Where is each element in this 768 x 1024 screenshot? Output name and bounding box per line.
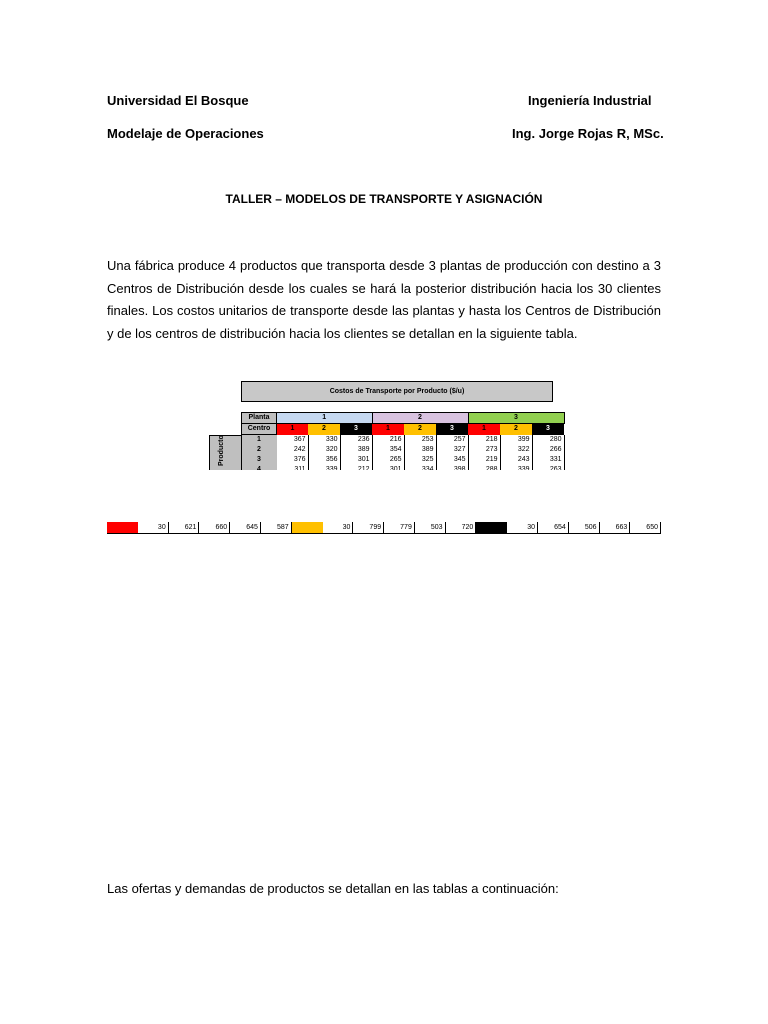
client-cost-strip <box>107 522 661 534</box>
strip-value: 779 <box>384 522 415 533</box>
cost-cell: 242 <box>277 445 309 455</box>
strip-value: 645 <box>230 522 261 533</box>
plant-1-header: 1 <box>277 413 373 424</box>
cost-row <box>242 445 565 455</box>
center-color-swatch <box>107 522 138 533</box>
cost-cell: 253 <box>404 435 436 446</box>
plant-2-header: 2 <box>372 413 468 424</box>
cost-cell: 320 <box>308 445 340 455</box>
center-color-swatch <box>292 522 323 533</box>
cost-cell: 327 <box>436 445 468 455</box>
table-cutoff <box>200 470 600 480</box>
strip-value: 30 <box>138 522 169 533</box>
cost-cell: 218 <box>468 435 500 446</box>
center-header: 2 <box>308 424 340 435</box>
center-header: 1 <box>372 424 404 435</box>
cost-cell: 389 <box>404 445 436 455</box>
strip-value: 506 <box>569 522 600 533</box>
center-color-swatch <box>476 522 507 533</box>
intro-paragraph: Una fábrica produce 4 productos que transporta desde 3 plantas de producción con destino a 3 Centros de Distribución desde los cuales se hará la posterior distribución hacia los 30 clientes finales. Los costos unitarios de transporte desde las plantas y hasta los Centros de Distribución y de los centros de distribución hacia los clientes se detallan en la siguiente tabla. <box>107 258 661 341</box>
center-header: 3 <box>436 424 468 435</box>
strip-value: 587 <box>261 522 292 533</box>
strip-value: 621 <box>169 522 200 533</box>
center-header: 2 <box>500 424 532 435</box>
cost-cell: 376 <box>277 455 309 465</box>
cost-cell: 322 <box>500 445 532 455</box>
strip-value: 654 <box>538 522 569 533</box>
cost-cell: 216 <box>372 435 404 446</box>
cost-cell: 356 <box>308 455 340 465</box>
center-header: 3 <box>340 424 372 435</box>
cost-row <box>242 455 565 465</box>
center-label: Centro <box>242 424 277 435</box>
cost-cell: 389 <box>340 445 372 455</box>
cost-cell: 367 <box>277 435 309 446</box>
cost-cell: 257 <box>436 435 468 446</box>
product-code: 1 <box>242 435 277 446</box>
cost-cell: 354 <box>372 445 404 455</box>
cost-cell: 273 <box>468 445 500 455</box>
center-header-row <box>242 424 565 435</box>
strip-value: 660 <box>199 522 230 533</box>
cost-table <box>241 412 565 475</box>
cost-cell: 265 <box>372 455 404 465</box>
cost-cell: 345 <box>436 455 468 465</box>
cost-cell: 243 <box>500 455 532 465</box>
course-name: Modelaje de Operaciones <box>107 126 264 141</box>
cost-cell: 330 <box>308 435 340 446</box>
strip-value: 720 <box>446 522 477 533</box>
strip-value: 663 <box>600 522 631 533</box>
cost-cell: 301 <box>340 455 372 465</box>
cost-cell: 325 <box>404 455 436 465</box>
plant-header-row <box>242 413 565 424</box>
department-name: Ingeniería Industrial <box>528 93 652 108</box>
professor-name: Ing. Jorge Rojas R, MSc. <box>512 126 664 141</box>
cost-table-title: Costos de Transporte por Producto ($/u) <box>241 381 553 402</box>
plant-label: Planta <box>242 413 277 424</box>
center-header: 3 <box>532 424 564 435</box>
center-header: 1 <box>468 424 500 435</box>
closing-text: Las ofertas y demandas de productos se detallan en las tablas a continuación: <box>107 881 559 896</box>
cost-cell: 280 <box>532 435 564 446</box>
cost-cell: 236 <box>340 435 372 446</box>
strip-value: 30 <box>507 522 538 533</box>
center-header: 1 <box>277 424 309 435</box>
strip-value: 650 <box>630 522 661 533</box>
cost-cell: 331 <box>532 455 564 465</box>
cost-cell: 219 <box>468 455 500 465</box>
cost-cell: 266 <box>532 445 564 455</box>
strip-value: 799 <box>353 522 384 533</box>
strip-value: 503 <box>415 522 446 533</box>
plant-3-header: 3 <box>468 413 564 424</box>
university-name: Universidad El Bosque <box>107 93 249 108</box>
product-code: 2 <box>242 445 277 455</box>
strip-value: 30 <box>323 522 354 533</box>
document-title: TALLER – MODELOS DE TRANSPORTE Y ASIGNACIÓN <box>225 192 543 206</box>
product-code: 3 <box>242 455 277 465</box>
cost-cell: 399 <box>500 435 532 446</box>
center-header: 2 <box>404 424 436 435</box>
cost-row <box>242 435 565 446</box>
product-label-text: Producto <box>218 435 225 466</box>
